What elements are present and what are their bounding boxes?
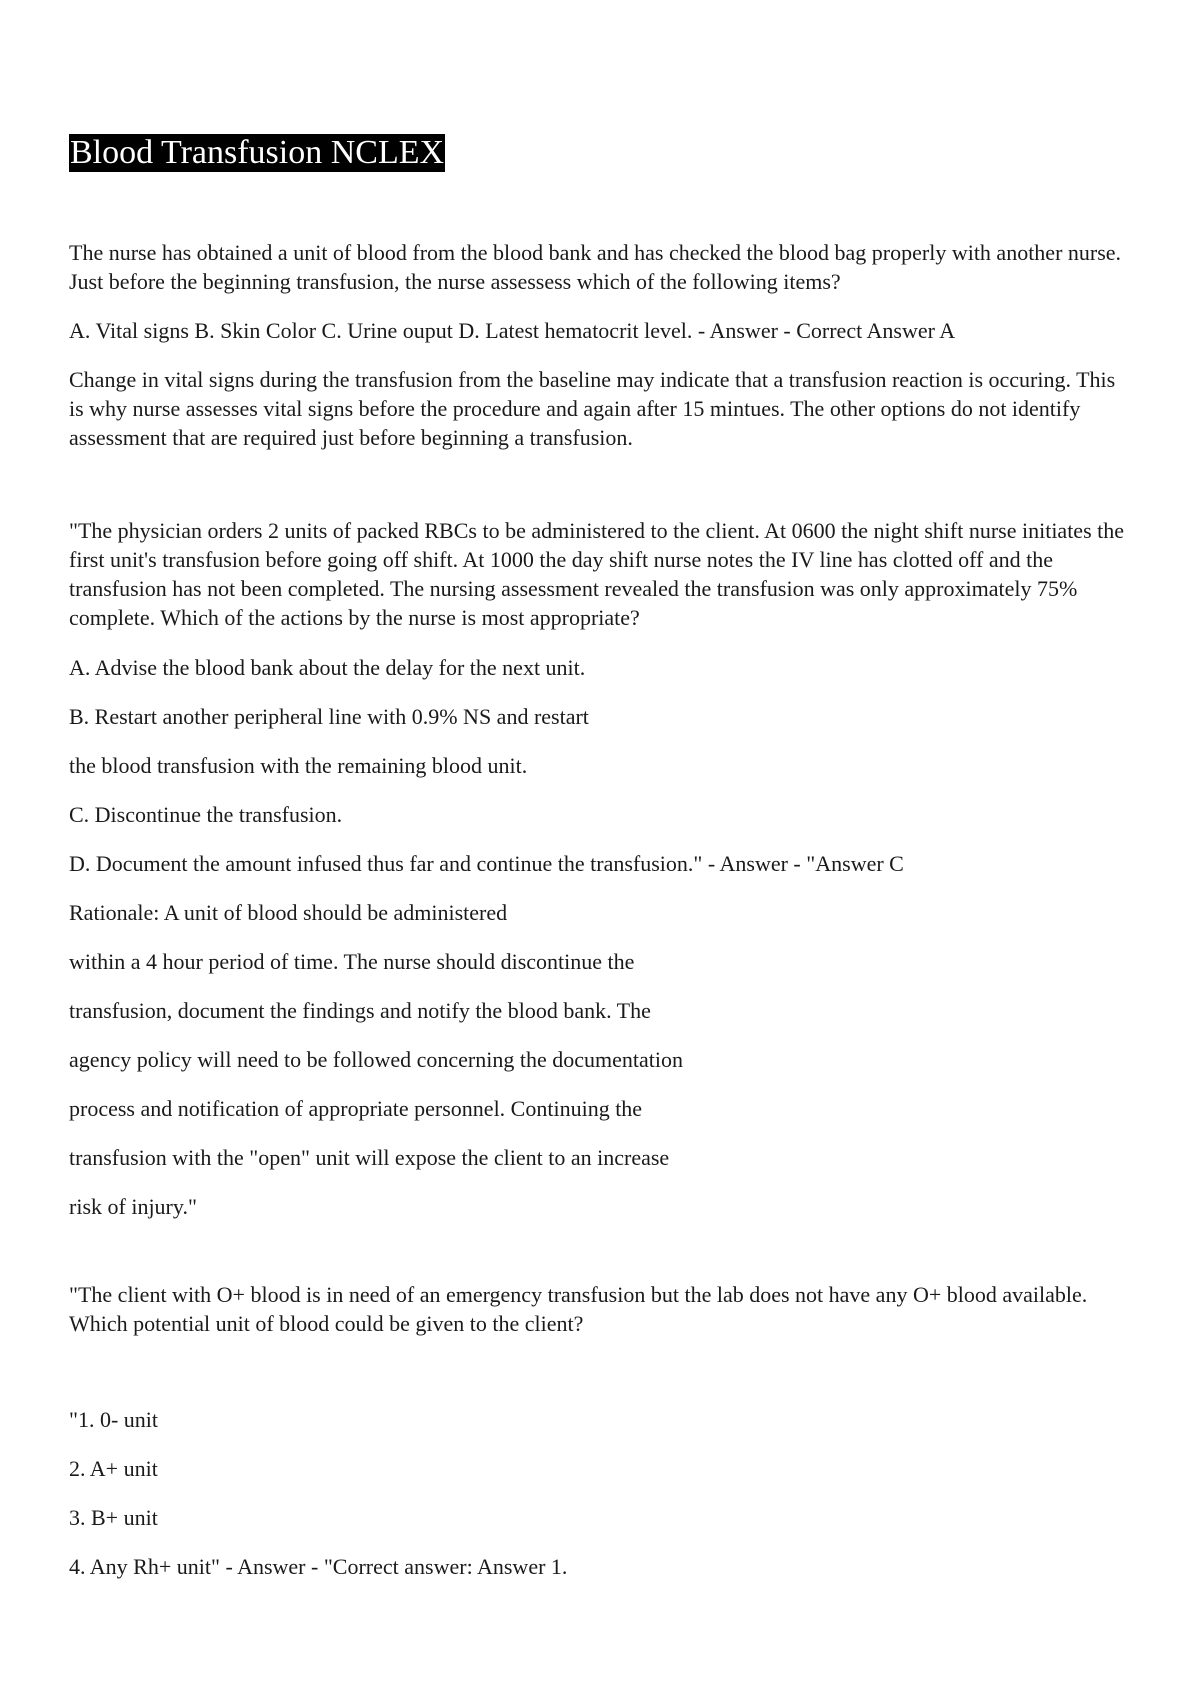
question-1-text: The nurse has obtained a unit of blood from the blood bank and has checked the blood bag properly with another nurse. Just before the beginning transfusion, the nurse assessess which of the following items? xyxy=(69,240,1122,294)
question-3-option: 3. B+ unit xyxy=(69,1505,158,1530)
question-3-text: "The client with O+ blood is in need of an emergency transfusion but the lab does not have any O+ blood available. Which potential unit of blood could be given to the client? xyxy=(69,1282,1088,1336)
question-2-line: B. Restart another peripheral line with 0.9% NS and restart xyxy=(69,704,589,729)
question-2-rationale-line: transfusion with the "open" unit will expose the client to an increase xyxy=(69,1145,670,1170)
question-2-rationale-line: within a 4 hour period of time. The nurse should discontinue the xyxy=(69,949,635,974)
question-2-answer: D. Document the amount infused thus far and continue the transfusion." - Answer - "Answer C xyxy=(69,851,904,876)
question-2-rationale-line: risk of injury." xyxy=(69,1194,197,1219)
question-1-options-answer: A. Vital signs B. Skin Color C. Urine ouput D. Latest hematocrit level. - Answer - Correct Answer A xyxy=(69,318,956,343)
question-2-rationale-line: process and notification of appropriate personnel. Continuing the xyxy=(69,1096,643,1121)
question-1-rationale: Change in vital signs during the transfusion from the baseline may indicate that a transfusion reaction is occuring. This is why nurse assesses vital signs before the procedure and again after 15 mintues. The other options do not identify assessment that are required just before beginning a transfusion. xyxy=(69,367,1116,450)
question-3-option: 2. A+ unit xyxy=(69,1456,158,1481)
page-title: Blood Transfusion NCLEX xyxy=(70,134,445,171)
question-2-text: "The physician orders 2 units of packed RBCs to be administered to the client. At 0600 the night shift nurse initiates the first unit's transfusion before going off shift. At 1000 the day shift nurse notes the IV line has clotted off and the transfusion has not been completed. The nursing assessment revealed the transfusion was only approximately 75% complete. Which of the actions by the nurse is most appropriate? xyxy=(69,518,1125,630)
question-3-option: "1. 0- unit xyxy=(69,1407,159,1432)
question-2-line: C. Discontinue the transfusion. xyxy=(69,802,343,827)
question-2-rationale-line: transfusion, document the findings and notify the blood bank. The xyxy=(69,998,651,1023)
question-2-line: the blood transfusion with the remaining blood unit. xyxy=(69,753,528,778)
question-2-rationale-line: Rationale: A unit of blood should be administered xyxy=(69,900,508,925)
question-3-answer: 4. Any Rh+ unit" - Answer - "Correct answer: Answer 1. xyxy=(69,1554,568,1579)
question-2-line: A. Advise the blood bank about the delay for the next unit. xyxy=(69,655,586,680)
question-2-rationale-line: agency policy will need to be followed concerning the documentation xyxy=(69,1047,683,1072)
